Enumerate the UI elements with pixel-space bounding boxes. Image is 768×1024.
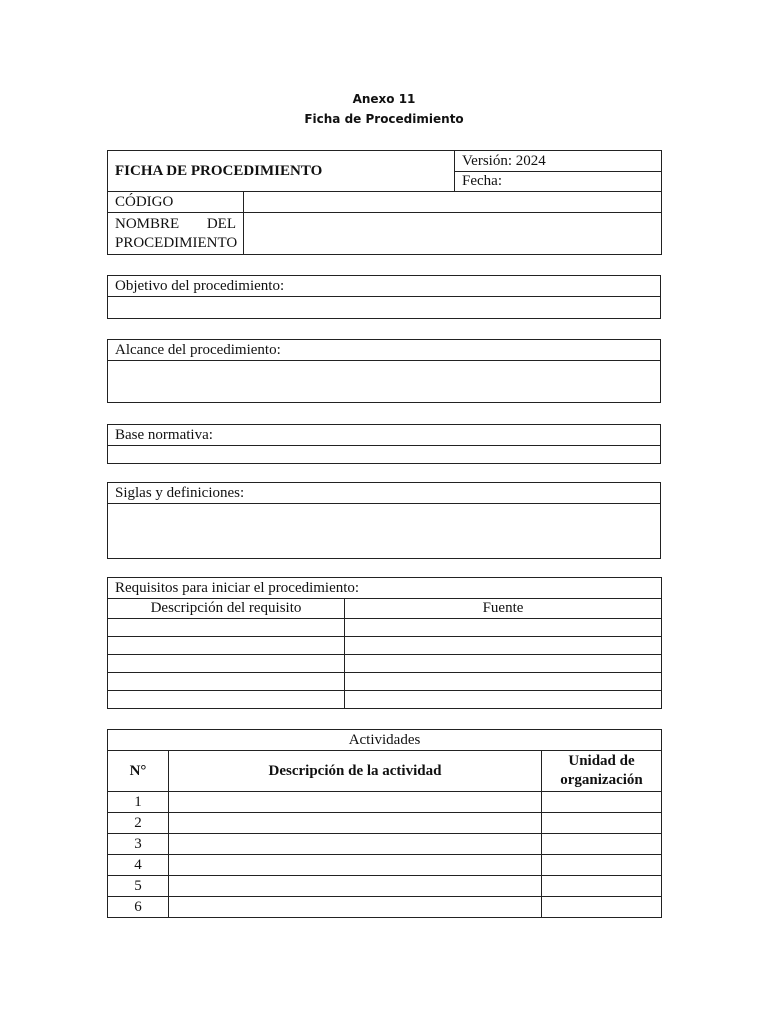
actividades-col-unidad-line2: organización xyxy=(560,772,643,788)
requisito-descripcion-cell[interactable] xyxy=(108,637,345,655)
alcance-label: Alcance del procedimiento: xyxy=(108,340,661,361)
alcance-table xyxy=(107,339,661,403)
actividad-number: 3 xyxy=(108,834,169,855)
annex-title: Anexo 11 xyxy=(352,92,416,106)
base-normativa-label: Base normativa: xyxy=(108,425,661,446)
requisito-descripcion-cell[interactable] xyxy=(108,655,345,673)
siglas-value[interactable] xyxy=(108,504,661,559)
ficha-header-table xyxy=(107,150,662,255)
actividad-unidad-cell[interactable] xyxy=(542,792,662,813)
actividad-unidad-cell[interactable] xyxy=(542,897,662,918)
actividad-unidad-cell[interactable] xyxy=(542,855,662,876)
nombre-label xyxy=(108,213,244,255)
nombre-label-line1: NOMBRE DEL xyxy=(115,215,236,232)
version-cell: Versión: 2024 xyxy=(455,151,662,172)
requisitos-col-fuente: Fuente xyxy=(345,599,662,619)
requisito-fuente-cell[interactable] xyxy=(345,673,662,691)
actividades-col-descripcion: Descripción de la actividad xyxy=(169,751,542,792)
actividad-unidad-cell[interactable] xyxy=(542,876,662,897)
actividad-number: 6 xyxy=(108,897,169,918)
actividad-descripcion-cell[interactable] xyxy=(169,876,542,897)
codigo-value[interactable] xyxy=(244,192,662,213)
codigo-label: CÓDIGO xyxy=(108,192,244,213)
actividad-descripcion-cell[interactable] xyxy=(169,792,542,813)
requisito-descripcion-cell[interactable] xyxy=(108,673,345,691)
base-normativa-table xyxy=(107,424,661,464)
nombre-label-line2: PROCEDIMIENTO xyxy=(115,234,238,251)
requisito-fuente-cell[interactable] xyxy=(345,655,662,673)
requisitos-title: Requisitos para iniciar el procedimiento: xyxy=(108,578,662,599)
ficha-title: FICHA DE PROCEDIMIENTO xyxy=(108,151,455,192)
requisito-fuente-cell[interactable] xyxy=(345,691,662,709)
actividad-number: 4 xyxy=(108,855,169,876)
actividades-title: Actividades xyxy=(108,730,662,751)
actividades-col-n: N° xyxy=(108,751,169,792)
siglas-table xyxy=(107,482,661,559)
actividad-number: 5 xyxy=(108,876,169,897)
actividades-col-unidad xyxy=(542,751,662,792)
actividad-number: 1 xyxy=(108,792,169,813)
requisito-fuente-cell[interactable] xyxy=(345,619,662,637)
requisito-fuente-cell[interactable] xyxy=(345,637,662,655)
requisito-descripcion-cell[interactable] xyxy=(108,691,345,709)
alcance-value[interactable] xyxy=(108,361,661,403)
requisitos-col-descripcion: Descripción del requisito xyxy=(108,599,345,619)
objetivo-value[interactable] xyxy=(108,297,661,319)
actividad-descripcion-cell[interactable] xyxy=(169,813,542,834)
document-subtitle: Ficha de Procedimiento xyxy=(304,112,464,126)
actividades-table xyxy=(107,729,662,918)
actividades-col-unidad-line1: Unidad de xyxy=(568,753,635,769)
actividad-descripcion-cell[interactable] xyxy=(169,855,542,876)
actividad-number: 2 xyxy=(108,813,169,834)
requisitos-table xyxy=(107,577,662,709)
siglas-label: Siglas y definiciones: xyxy=(108,483,661,504)
requisito-descripcion-cell[interactable] xyxy=(108,619,345,637)
actividad-descripcion-cell[interactable] xyxy=(169,897,542,918)
actividad-unidad-cell[interactable] xyxy=(542,834,662,855)
actividad-descripcion-cell[interactable] xyxy=(169,834,542,855)
actividad-unidad-cell[interactable] xyxy=(542,813,662,834)
objetivo-table xyxy=(107,275,661,319)
nombre-value[interactable] xyxy=(244,213,662,255)
objetivo-label: Objetivo del procedimiento: xyxy=(108,276,661,297)
base-normativa-value[interactable] xyxy=(108,446,661,464)
fecha-cell: Fecha: xyxy=(455,172,662,192)
